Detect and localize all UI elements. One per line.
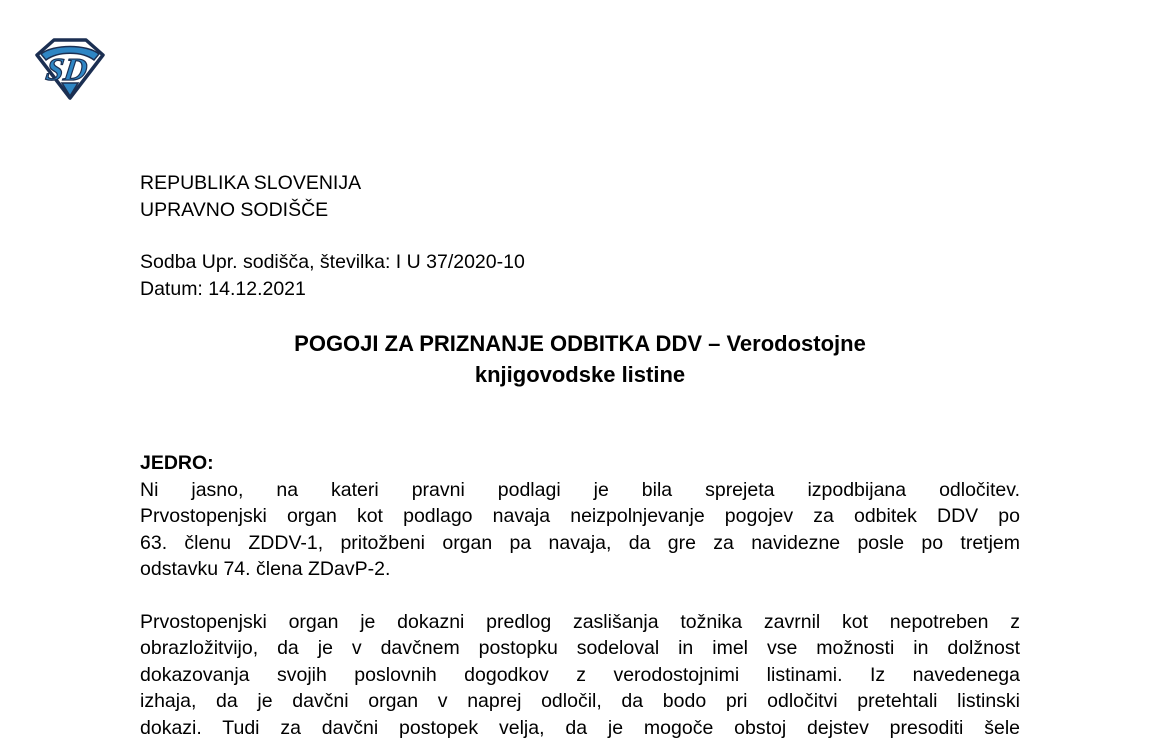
document-page xyxy=(140,170,1020,741)
paragraph-line: obrazložitvijo, da je v davčnem postopku sodeloval in imel vse možnosti in dolžnost xyxy=(140,637,1020,659)
paragraph-line: Prvostopenjski organ kot podlago navaja neizpolnjevanje pogojev za odbitek DDV po xyxy=(140,505,1020,527)
paragraph-line: dokazi. Tudi za davčni postopek velja, da je mogoče obstoj dejstev presoditi šele xyxy=(140,716,1020,739)
paragraph xyxy=(140,609,1020,742)
paragraph-line: Ni jasno, na kateri pravni podlagi je bila sprejeta izpodbijana odločitev. xyxy=(140,478,1020,501)
document-title xyxy=(140,328,1020,390)
institution-country: REPUBLIKA SLOVENIJA xyxy=(140,172,362,194)
sodstvo-logo-icon xyxy=(33,36,107,102)
paragraph-line: odstavku 74. člena ZDavP-2. xyxy=(140,558,391,580)
paragraph-line: Prvostopenjski organ je dokazni predlog zaslišanja tožnika zavrnil kot nepotreben z xyxy=(140,610,1020,633)
paragraph-line: 63. členu ZDDV-1, pritožbeni organ pa navaja, da gre za navidezne posle po tretjem xyxy=(140,531,1020,554)
document-title-line2: knjigovodske listine xyxy=(474,362,686,387)
jedro-paragraphs xyxy=(140,477,1020,742)
institution-header xyxy=(140,170,1020,223)
document-title-line1: POGOJI ZA PRIZNANJE ODBITKA DDV – Verodostojne xyxy=(294,331,866,356)
paragraph-line: dokazovanja svojih poslovnih dogodkov z verodostojnimi listinami. Iz navedenega xyxy=(140,663,1020,686)
institution-court: UPRAVNO SODIŠČE xyxy=(140,198,329,221)
case-info xyxy=(140,249,1020,302)
sodstvo-logo xyxy=(33,36,107,102)
paragraph xyxy=(140,477,1020,583)
paragraph-line: izhaja, da je davčni organ v naprej odločil, da bodo pri odločitvi pretehtali listinski xyxy=(140,690,1020,712)
case-number-line: Sodba Upr. sodišča, številka: I U 37/2020-10 xyxy=(140,251,525,273)
case-date-line: Datum: 14.12.2021 xyxy=(140,277,306,300)
svg-text:SD: SD xyxy=(43,51,90,87)
jedro-heading: JEDRO: xyxy=(140,452,214,474)
